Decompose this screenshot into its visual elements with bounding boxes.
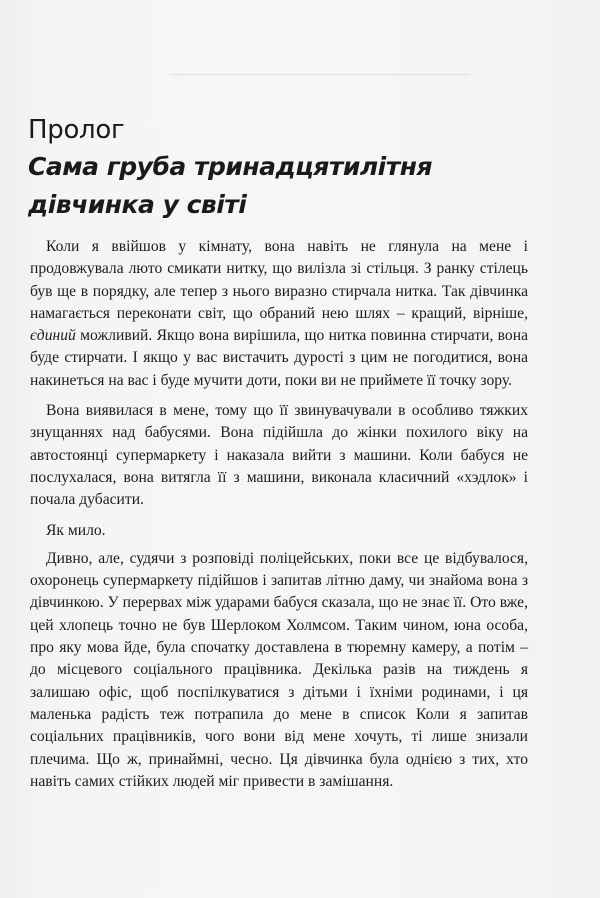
paragraph-1-text-before: Коли я ввійшов у кімнату, вона навіть не глянула на мене і продовжувала люто смикати нитку, що вилізла зі стільця. З ранку стілець був ще в порядку, але тепер з нього виразно стирчала нитка. Так дівчинка намагається переконати світ, що обраний нею шлях – кращий, вірніше, <box>30 238 528 322</box>
chapter-subtitle: Сама груба тринадцятилітня дівчинка у світі <box>28 152 433 219</box>
chapter-label: Пролог <box>28 115 125 145</box>
paragraph-1-text-after: можливий. Якщо вона вирішила, що нитка повинна стирчати, вона буде стирчати. І якщо у вас вистачить дурості з цим не погодитися, вона накинеться на вас і буде мучити доти, поки ви не приймете її точку зору. <box>30 327 528 389</box>
chapter-heading <box>28 112 548 224</box>
paragraph-2: Вона виявилася в мене, тому що її звинувачували в особливо тяжких знущаннях над бабусями. Вона підійшла до жінки похилого віку на автостоянці супермаркету і наказала вийти з машини. Коли бабуся не послухалася, вона витягла її з машини, виконала класичний «хэдлок» і почала дубасити. <box>30 402 528 509</box>
emphasis-word: єдиний <box>30 327 76 345</box>
chapter-body <box>30 236 528 801</box>
faded-running-header <box>170 64 470 75</box>
paragraph-4: Дивно, але, судячи з розповіді поліцейських, поки все це відбувалося, охоронець супермаркету підійшов і запитав літню даму, чи знайома вона з дівчинкою. У перервах між ударами бабуся сказала, що не знає її. Ото вже, цей хлопець точно не був Шерлоком Холмсом. Таким чином, юна особа, про яку мова йде, була спочатку доставлена в тюремну камеру, а потім – до місцевого соціального працівника. Декілька разів на тиждень я залишаю офіс, щоб поспілкуватися з дітьми і їхніми родинами, і ця маленька радість теж потрапила до мене в список Коли я запитав соціальних працівників, чого вони від мене хочуть, ті лише знизали плечима. Що ж, принаймні, чесно. Ця дівчинка була однією з тих, хто навіть самих стійких людей міг привести в замішання. <box>30 549 528 790</box>
paragraph-1 <box>30 236 528 392</box>
paragraph-3: Як мило. <box>46 521 106 539</box>
